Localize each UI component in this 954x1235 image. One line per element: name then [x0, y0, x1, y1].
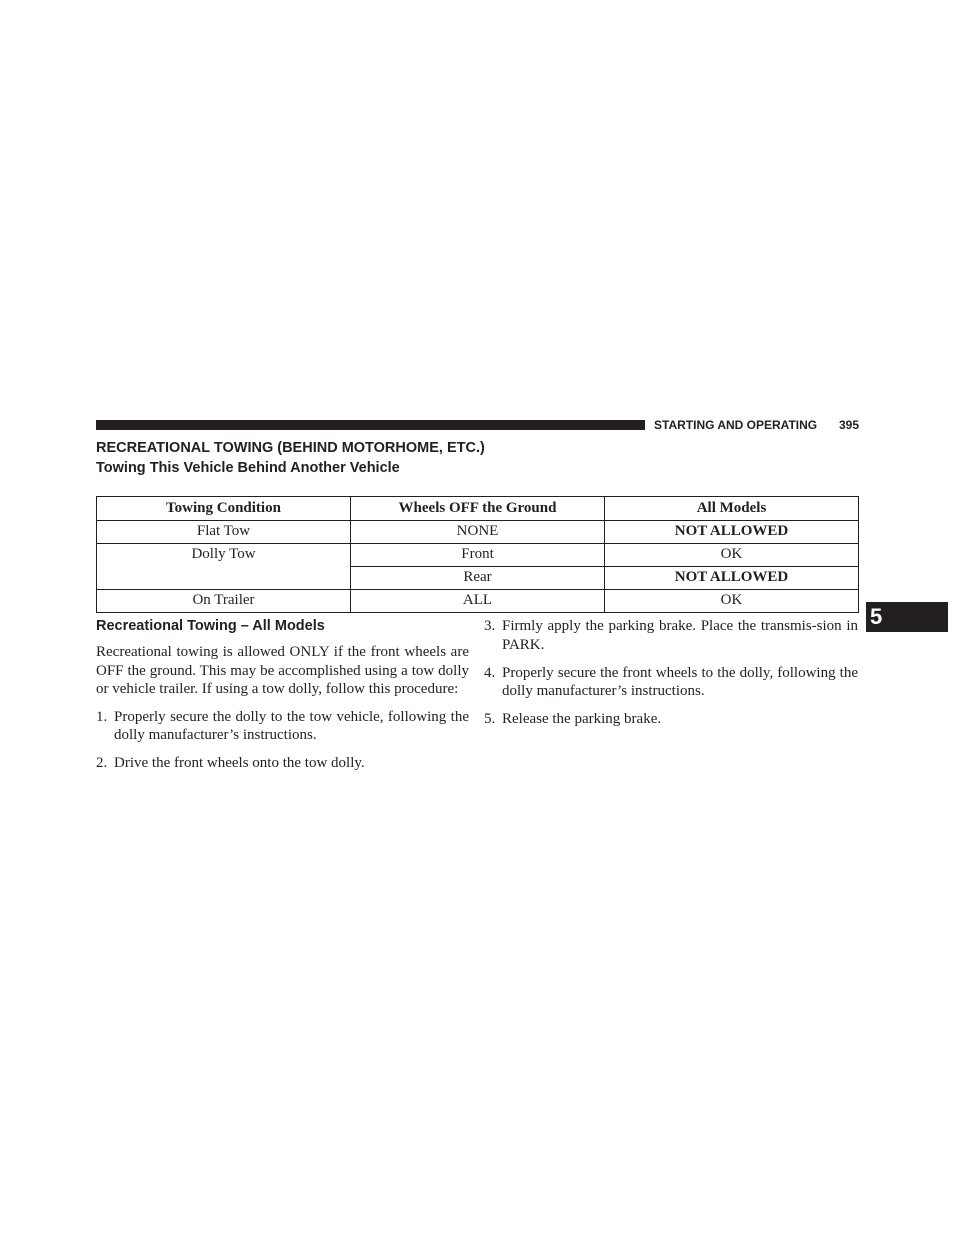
table-header-cell: Wheels OFF the Ground [351, 497, 605, 521]
step-number: 2. [96, 755, 108, 772]
list-item [96, 708, 469, 745]
table-row [97, 544, 859, 567]
chapter-tab-number: 5 [870, 604, 883, 629]
list-item [484, 710, 858, 729]
right-column [484, 617, 858, 738]
table-cell-wheels: Rear [351, 567, 605, 590]
towing-table [96, 496, 859, 613]
chapter-tab [866, 602, 948, 632]
table-cell-condition: Flat Tow [97, 521, 351, 544]
table-cell-condition: On Trailer [97, 590, 351, 613]
step-number: 5. [484, 711, 496, 728]
list-item [96, 754, 469, 773]
list-item [484, 617, 858, 654]
table-header-row [97, 497, 859, 521]
table-cell-wheels: ALL [351, 590, 605, 613]
page-number: 395 [838, 418, 859, 432]
step-text: Release the parking brake. [502, 711, 662, 728]
steps-list-left [96, 708, 469, 773]
heading-main: RECREATIONAL TOWING (BEHIND MOTORHOME, ETC.) [96, 440, 485, 456]
header-rule [96, 420, 645, 430]
table-cell-models: OK [605, 590, 859, 613]
table-header-cell: Towing Condition [97, 497, 351, 521]
table-cell-wheels: Front [351, 544, 605, 567]
section-title: Recreational Towing – All Models [96, 618, 325, 634]
header-section-title: STARTING AND OPERATING [654, 418, 818, 432]
left-column [96, 617, 469, 783]
table-cell-models: NOT ALLOWED [605, 521, 859, 544]
table-header-cell: All Models [605, 497, 859, 521]
step-text: Drive the front wheels onto the tow dolly. [114, 755, 365, 772]
step-text: Properly secure the dolly to the tow vehicle, following the dolly manufacturer’s instructions. [114, 708, 469, 744]
table-cell-wheels: NONE [351, 521, 605, 544]
steps-list-right [484, 617, 858, 729]
step-number: 3. [484, 618, 496, 634]
step-text: Properly secure the front wheels to the dolly, following the dolly manufacturer’s instructions. [502, 664, 858, 700]
intro-paragraph: Recreational towing is allowed ONLY if the front wheels are OFF the ground. This may be accomplished using a tow dolly or vehicle trailer. If using a tow dolly, follow this procedure: [96, 644, 469, 698]
step-number: 1. [96, 708, 108, 725]
list-item [484, 664, 858, 701]
table-row [97, 590, 859, 613]
step-text: Firmly apply the parking brake. Place the transmis-sion in PARK. [502, 618, 858, 653]
heading-sub: Towing This Vehicle Behind Another Vehicle [96, 460, 400, 476]
step-number: 4. [484, 664, 496, 681]
table-cell-models: NOT ALLOWED [605, 567, 859, 590]
table-cell-models: OK [605, 544, 859, 567]
table-cell-condition: Dolly Tow [97, 544, 351, 590]
running-header [654, 417, 859, 433]
table-row [97, 521, 859, 544]
